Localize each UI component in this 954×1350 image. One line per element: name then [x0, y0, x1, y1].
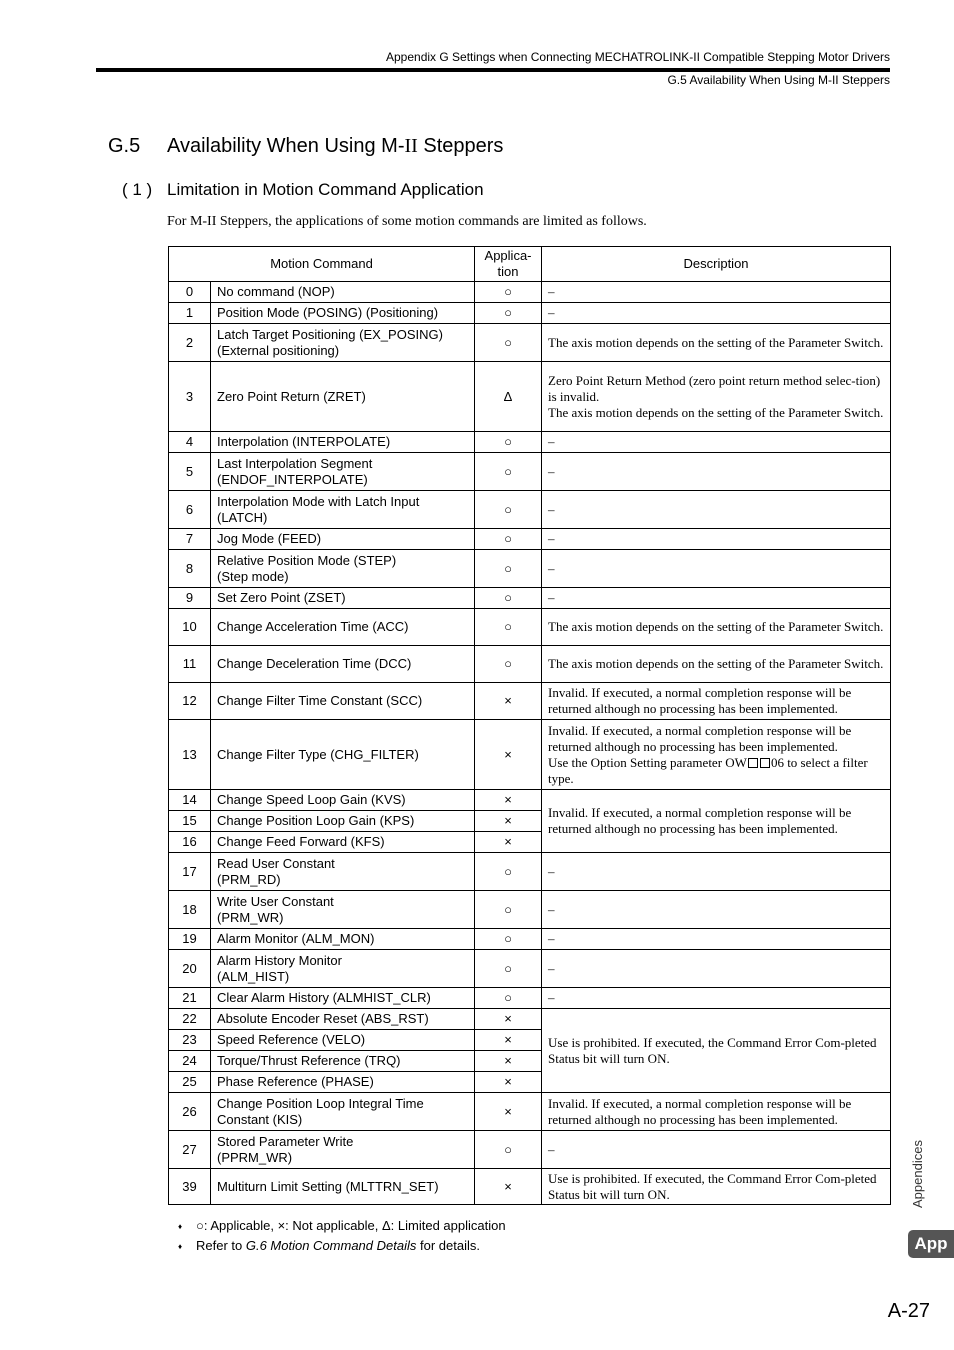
command-name-line1: Relative Position Mode (STEP)	[217, 552, 397, 568]
table-row	[169, 362, 891, 432]
table-row	[169, 432, 891, 453]
description-text: –	[548, 590, 555, 605]
command-number: 8	[169, 550, 211, 588]
note-reference-prefix: Refer to	[196, 1238, 246, 1254]
table-row	[169, 790, 891, 811]
command-number: 21	[169, 988, 211, 1009]
command-number: 11	[169, 646, 211, 683]
application-mark: ×	[475, 720, 542, 790]
command-name-line2: (PRM_WR)	[217, 909, 284, 925]
application-mark: ×	[475, 832, 542, 853]
command-description	[542, 491, 891, 529]
command-name-line1: Speed Reference (VELO)	[217, 1032, 366, 1047]
section-title-end: Steppers	[417, 135, 504, 157]
command-name-line1: Read User Constant	[217, 855, 335, 871]
placeholder-box-icon	[760, 758, 770, 768]
description-text: –	[548, 305, 555, 320]
description-text: –	[548, 501, 555, 517]
table-row	[169, 491, 891, 529]
command-description	[542, 988, 891, 1009]
description-text: –	[548, 901, 555, 917]
note-reference	[178, 1236, 506, 1256]
command-name-line1: Change Deceleration Time (DCC)	[217, 656, 412, 671]
command-name	[211, 282, 475, 303]
command-name-line2: (ALM_HIST)	[217, 968, 290, 984]
application-mark: ○	[475, 324, 542, 362]
application-mark: ×	[475, 811, 542, 832]
description-text: –	[548, 1141, 555, 1157]
command-name-line2: (ENDOF_INTERPOLATE)	[217, 471, 368, 487]
command-name	[211, 950, 475, 988]
command-name-line1: Phase Reference (PHASE)	[217, 1074, 374, 1089]
command-number: 15	[169, 811, 211, 832]
table-row	[169, 929, 891, 950]
table-row	[169, 988, 891, 1009]
command-name	[211, 891, 475, 929]
command-description	[542, 1169, 891, 1205]
command-name	[211, 790, 475, 811]
section-title-roman: II	[404, 135, 418, 157]
appendix-tab[interactable]: App	[908, 1230, 954, 1258]
description-text-2b: 06 to select a filter type.	[548, 754, 868, 786]
command-number: 1	[169, 303, 211, 324]
header-rule	[96, 68, 890, 72]
command-name-line1: Latch Target Positioning (EX_POSING)	[217, 326, 443, 342]
table-row	[169, 324, 891, 362]
application-mark: ○	[475, 1131, 542, 1169]
table-row	[169, 550, 891, 588]
note-legend-text: ○: Applicable, ×: Not applicable, Δ: Limited application	[196, 1218, 506, 1233]
command-name	[211, 324, 475, 362]
command-name	[211, 929, 475, 950]
command-description	[542, 853, 891, 891]
application-mark: ○	[475, 588, 542, 609]
command-description	[542, 432, 891, 453]
command-name	[211, 1131, 475, 1169]
command-name	[211, 432, 475, 453]
command-name-line1: Position Mode (POSING) (Positioning)	[217, 305, 439, 320]
command-name-line1: No command (NOP)	[217, 284, 335, 299]
command-name-line1: Set Zero Point (ZSET)	[217, 590, 346, 605]
application-mark: ○	[475, 988, 542, 1009]
motion-command-table	[168, 246, 891, 1205]
command-number: 10	[169, 609, 211, 646]
description-text: –	[548, 531, 555, 546]
command-name	[211, 1009, 475, 1030]
command-name-line1: Change Acceleration Time (ACC)	[217, 619, 409, 634]
description-text-2: The axis motion depends on the setting of the Parameter Switch.	[548, 404, 884, 420]
command-name	[211, 1169, 475, 1205]
section-number: G.5	[108, 135, 141, 157]
application-mark: ○	[475, 432, 542, 453]
command-number: 19	[169, 929, 211, 950]
command-number: 3	[169, 362, 211, 432]
description-text: The axis motion depends on the setting of the Parameter Switch.	[548, 656, 884, 671]
application-mark: ×	[475, 1169, 542, 1205]
command-name	[211, 832, 475, 853]
command-number: 4	[169, 432, 211, 453]
header-application-line2: tion	[497, 264, 519, 279]
command-name	[211, 1030, 475, 1051]
command-name-line2: Constant (KIS)	[217, 1111, 303, 1127]
command-description	[542, 453, 891, 491]
command-name-line2: (External positioning)	[217, 342, 340, 358]
application-mark: ○	[475, 282, 542, 303]
command-description	[542, 324, 891, 362]
description-text: –	[548, 863, 555, 879]
command-number: 12	[169, 683, 211, 720]
table-notes	[178, 1216, 506, 1256]
command-name-line1: Alarm History Monitor	[217, 952, 342, 968]
description-text: Use is prohibited. If executed, the Command Error Com-pleted Status bit will turn ON.	[548, 1170, 877, 1202]
application-mark: ○	[475, 491, 542, 529]
command-name	[211, 529, 475, 550]
command-name	[211, 588, 475, 609]
command-name-line1: Stored Parameter Write	[217, 1133, 354, 1149]
command-name-line1: Jog Mode (FEED)	[217, 531, 322, 546]
section-title	[167, 135, 503, 158]
description-text: –	[548, 960, 555, 976]
command-name-line1: Alarm Monitor (ALM_MON)	[217, 931, 375, 946]
command-name	[211, 453, 475, 491]
header-application-line1: Applica-	[484, 248, 532, 263]
application-mark: ×	[475, 790, 542, 811]
application-mark: ○	[475, 453, 542, 491]
table-row	[169, 891, 891, 929]
application-mark: ×	[475, 1030, 542, 1051]
subsection-number: ( 1 )	[122, 180, 153, 199]
table-row	[169, 1093, 891, 1131]
command-name-line1: Change Filter Type (CHG_FILTER)	[217, 746, 419, 762]
table-row	[169, 282, 891, 303]
header-motion-command: Motion Command	[169, 247, 475, 282]
command-name-line1: Change Filter Time Constant (SCC)	[217, 693, 423, 708]
application-mark: Δ	[475, 362, 542, 432]
command-name-line1: Interpolation (INTERPOLATE)	[217, 434, 391, 449]
description-text: –	[548, 284, 555, 299]
description-text: Zero Point Return Method (zero point return method selec-tion) is invalid.	[548, 372, 881, 404]
command-number: 16	[169, 832, 211, 853]
table-row	[169, 950, 891, 988]
command-number: 13	[169, 720, 211, 790]
table-row	[169, 1131, 891, 1169]
placeholder-box-icon	[748, 758, 758, 768]
note-legend	[178, 1216, 506, 1236]
application-mark: ○	[475, 950, 542, 988]
command-name	[211, 811, 475, 832]
command-name-line1: Change Position Loop Integral Time	[217, 1095, 424, 1111]
application-mark: ×	[475, 1093, 542, 1131]
side-tab-label: Appendices	[910, 1140, 925, 1208]
command-description	[542, 720, 891, 790]
command-number: 24	[169, 1051, 211, 1072]
command-name-line1: Change Speed Loop Gain (KVS)	[217, 792, 406, 807]
header-description: Description	[542, 247, 891, 282]
running-header-section: G.5 Availability When Using M-II Steppers	[667, 73, 890, 87]
command-name-line1: Multiturn Limit Setting (MLTTRN_SET)	[217, 1178, 439, 1194]
command-description	[542, 1131, 891, 1169]
command-number: 25	[169, 1072, 211, 1093]
description-text: –	[548, 931, 555, 946]
command-description	[542, 646, 891, 683]
description-text: –	[548, 463, 555, 479]
command-name-line1: Last Interpolation Segment	[217, 455, 373, 471]
command-name	[211, 646, 475, 683]
note-reference-link[interactable]: G.6 Motion Command Details	[245, 1238, 417, 1254]
command-name	[211, 1051, 475, 1072]
command-name	[211, 303, 475, 324]
table-header-row	[169, 247, 891, 282]
description-text: Invalid. If executed, a normal completion response will be returned although no processing has been implemented.	[548, 1095, 852, 1127]
description-text: The axis motion depends on the setting of the Parameter Switch.	[548, 619, 884, 634]
table-row	[169, 453, 891, 491]
table-row	[169, 529, 891, 550]
command-name-line1: Zero Point Return (ZRET)	[217, 388, 366, 404]
page-number: A-27	[887, 1300, 930, 1322]
command-description	[542, 588, 891, 609]
table-row	[169, 303, 891, 324]
command-name	[211, 683, 475, 720]
command-name	[211, 1072, 475, 1093]
command-description	[542, 282, 891, 303]
command-description	[542, 529, 891, 550]
command-name-line1: Write User Constant	[217, 893, 334, 909]
application-mark: ○	[475, 929, 542, 950]
table-row	[169, 1009, 891, 1030]
application-mark: ○	[475, 646, 542, 683]
command-name-line2: (PPRM_WR)	[217, 1149, 293, 1165]
command-name	[211, 550, 475, 588]
command-name-line1: Change Feed Forward (KFS)	[217, 834, 385, 849]
command-number: 27	[169, 1131, 211, 1169]
command-number: 17	[169, 853, 211, 891]
bullet-icon: ♦	[178, 1222, 183, 1232]
description-text: –	[548, 560, 555, 576]
command-number: 39	[169, 1169, 211, 1205]
table-row	[169, 609, 891, 646]
description-text: –	[548, 990, 555, 1005]
command-number: 22	[169, 1009, 211, 1030]
bullet-icon: ♦	[178, 1242, 183, 1252]
command-name-line2: (PRM_RD)	[217, 871, 281, 887]
note-reference-suffix: for details.	[416, 1238, 480, 1254]
command-description	[542, 550, 891, 588]
command-description	[542, 303, 891, 324]
command-name	[211, 362, 475, 432]
command-name	[211, 720, 475, 790]
command-number: 20	[169, 950, 211, 988]
application-mark: ○	[475, 891, 542, 929]
description-text: –	[548, 434, 555, 449]
description-text: Invalid. If executed, a normal completion response will be returned although no processing has been implemented.	[548, 685, 852, 716]
command-number: 6	[169, 491, 211, 529]
command-name	[211, 853, 475, 891]
application-mark: ○	[475, 303, 542, 324]
command-description	[542, 1093, 891, 1131]
command-number: 9	[169, 588, 211, 609]
application-mark: ×	[475, 1051, 542, 1072]
description-text: The axis motion depends on the setting of the Parameter Switch.	[548, 334, 884, 350]
command-description	[542, 891, 891, 929]
intro-paragraph: For M-II Steppers, the applications of some motion commands are limited as follows.	[167, 214, 647, 229]
table-row	[169, 588, 891, 609]
table-row	[169, 683, 891, 720]
application-mark: ×	[475, 1072, 542, 1093]
command-description: Use is prohibited. If executed, the Command Error Com-pleted Status bit will turn ON.	[542, 1009, 891, 1093]
application-mark: ○	[475, 609, 542, 646]
command-name-line2: (LATCH)	[217, 509, 268, 525]
description-text: Invalid. If executed, a normal completion response will be returned although no processing has been implemented.	[548, 722, 852, 754]
command-number: 26	[169, 1093, 211, 1131]
command-number: 23	[169, 1030, 211, 1051]
command-name-line2: (Step mode)	[217, 568, 289, 584]
command-name-line1: Clear Alarm History (ALMHIST_CLR)	[217, 990, 431, 1005]
application-mark: ○	[475, 529, 542, 550]
command-description	[542, 950, 891, 988]
command-description	[542, 683, 891, 720]
table-row	[169, 1169, 891, 1205]
table-row	[169, 853, 891, 891]
table-row	[169, 646, 891, 683]
command-description: Invalid. If executed, a normal completion response will be returned although no processing has been implemented.	[542, 790, 891, 853]
description-text-2a: Use the Option Setting parameter OW	[548, 754, 747, 770]
command-number: 18	[169, 891, 211, 929]
command-number: 14	[169, 790, 211, 811]
table-row	[169, 720, 891, 790]
command-name-line1: Torque/Thrust Reference (TRQ)	[217, 1053, 401, 1068]
subsection-title: Limitation in Motion Command Application	[167, 180, 484, 199]
running-header-chapter: Appendix G Settings when Connecting MECHATROLINK-II Compatible Stepping Motor Drivers	[386, 50, 890, 64]
header-application	[475, 247, 542, 282]
command-name	[211, 609, 475, 646]
command-number: 0	[169, 282, 211, 303]
section-title-main: Availability When Using M-	[167, 135, 405, 157]
command-description	[542, 609, 891, 646]
application-mark: ○	[475, 550, 542, 588]
command-name	[211, 491, 475, 529]
command-name-line1: Absolute Encoder Reset (ABS_RST)	[217, 1011, 429, 1026]
command-name-line1: Change Position Loop Gain (KPS)	[217, 813, 415, 828]
command-number: 7	[169, 529, 211, 550]
command-description	[542, 929, 891, 950]
command-name	[211, 988, 475, 1009]
command-name-line1: Interpolation Mode with Latch Input	[217, 493, 420, 509]
application-mark: ×	[475, 1009, 542, 1030]
command-number: 5	[169, 453, 211, 491]
application-mark: ×	[475, 683, 542, 720]
command-name	[211, 1093, 475, 1131]
command-description	[542, 362, 891, 432]
application-mark: ○	[475, 853, 542, 891]
command-number: 2	[169, 324, 211, 362]
